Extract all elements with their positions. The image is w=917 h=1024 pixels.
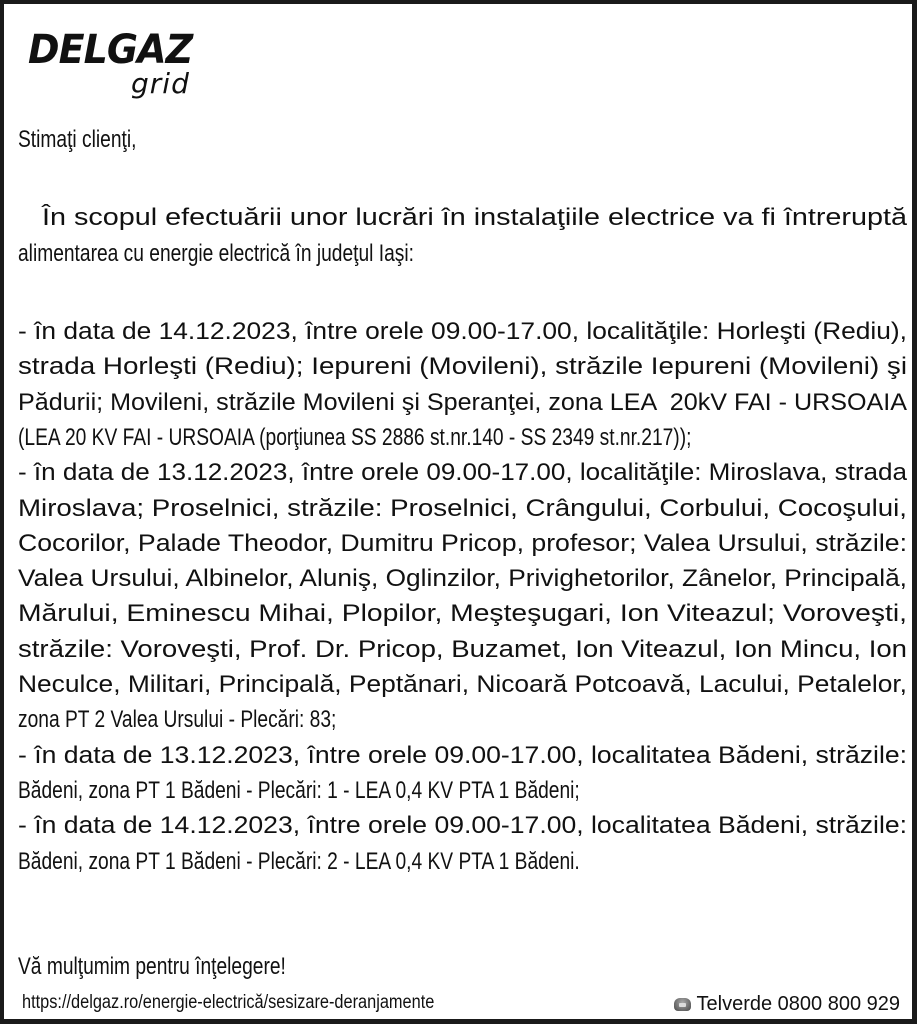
notice-4-line-text: Bădeni, zona PT 1 Bădeni - Plecări: 2 - LEA 0,4 KV PTA 1 Bădeni. [18, 847, 580, 875]
notice-2-line-text: Miroslava; Proselnici, străzile: Proselnici, Crângului, Corbului, Cocoşului, [18, 494, 908, 522]
notice-2-line [18, 632, 907, 668]
delgaz-grid-logo [28, 27, 203, 100]
footer-url-link[interactable]: https://delgaz.ro/energie-electrică/sesizare-deranjamente [22, 992, 435, 1013]
notice-2-line [18, 491, 907, 527]
phone-number: Telverde 0800 800 929 [696, 992, 900, 1015]
closing-text-text: Vă mulţumim pentru înţelegere! [18, 953, 286, 980]
logo-brand: DELGAZ [28, 27, 193, 73]
notice-1-line-text: - în data de 14.12.2023, între orele 09.00-17.00, localităţile: Horleşti (Rediu), [18, 318, 907, 345]
notice-1-line [18, 420, 907, 456]
notice-3-line [18, 738, 907, 774]
notice-3-line-text: Bădeni, zona PT 1 Bădeni - Plecări: 1 - LEA 0,4 KV PTA 1 Bădeni; [18, 776, 580, 804]
notice-2-line-text: Mărului, Eminescu Mihai, Plopilor, Meşteşugari, Ion Viteazul; Voroveşti, [18, 600, 907, 628]
phone-icon [674, 998, 691, 1011]
footer-phone [674, 990, 901, 1018]
intro-line [18, 200, 907, 236]
notice-2-line [18, 526, 907, 562]
closing-text [18, 949, 907, 985]
notice-4-line [18, 844, 907, 880]
intro-line [18, 236, 907, 272]
greeting [18, 122, 907, 158]
notice-3-line [18, 773, 907, 809]
notice-2-line-text: - în data de 13.12.2023, între orele 09.00-17.00, localităţile: Miroslava, strada [18, 459, 908, 487]
notice-2-line [18, 596, 907, 632]
notice-2-line-text: Valea Ursului, Albinelor, Aluniş, Oglinzilor, Privighetorilor, Zânelor, Principală, [18, 565, 907, 593]
notice-1-line-text: Pădurii; Movileni, străzile Movileni şi Speranţei, zona LEA 20kV FAI - URSOAIA [18, 388, 907, 416]
notice-2-line-text: zona PT 2 Valea Ursului - Plecări: 83; [18, 706, 337, 734]
notice-4-line-text: - în data de 14.12.2023, între orele 09.00-17.00, localitatea Bădeni, străzile: [18, 812, 907, 840]
notice-1-line [18, 314, 907, 350]
notice-1-line-text: strada Horleşti (Rediu); Iepureni (Movileni), străzile Iepureni (Movileni) şi [18, 353, 907, 381]
notice-1-line-text: (LEA 20 KV FAI - URSOAIA (porţiunea SS 2886 st.nr.140 - SS 2349 st.nr.217)); [18, 423, 692, 451]
notice-3-line-text: - în data de 13.12.2023, între orele 09.00-17.00, localitatea Bădeni, străzile: [18, 741, 907, 769]
notice-2-line [18, 667, 907, 703]
notice-2-line-text: Neculce, Militari, Principală, Peptănari, Nicoară Potcoavă, Lacului, Petalelor, [18, 671, 907, 698]
notice-1-line [18, 349, 907, 385]
notice-2-line-text: Cocorilor, Palade Theodor, Dumitru Pricop, profesor; Valea Ursului, străzile: [18, 529, 907, 557]
greeting-text: Stimaţi clienţi, [18, 126, 137, 153]
notice-2-line-text: străzile: Voroveşti, Prof. Dr. Pricop, Buzamet, Ion Viteazul, Ion Mincu, Ion [18, 635, 907, 663]
intro-line-text: alimentarea cu energie electrică în judeţul Iaşi: [18, 240, 414, 267]
notice-2-line [18, 455, 907, 491]
logo-sub: grid [131, 67, 190, 100]
notice-2-line [18, 561, 907, 597]
intro-line-text: În scopul efectuării unor lucrări în instalaţiile electrice va fi întreruptă [18, 204, 907, 231]
notice-4-line [18, 808, 907, 844]
notice-1-line [18, 385, 907, 421]
notice-2-line [18, 702, 907, 738]
